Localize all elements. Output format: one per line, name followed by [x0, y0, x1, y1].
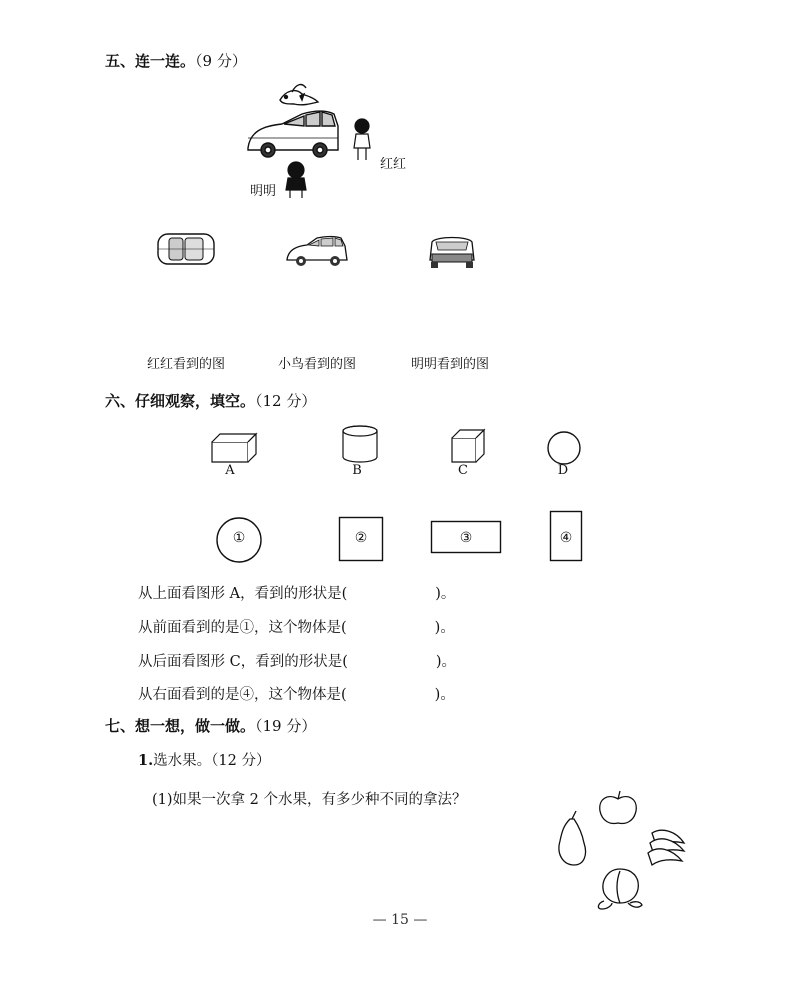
- label-view-4: ④: [559, 530, 573, 546]
- label-hong: 红红: [380, 157, 407, 172]
- peach-icon: [598, 869, 642, 909]
- car-side-figure: [248, 111, 338, 157]
- question-1-text: 从上面看图形 A，看到的形状是(: [138, 586, 348, 602]
- car-top-view: [155, 228, 217, 270]
- section-6-title: [105, 390, 316, 411]
- section-7-title: [105, 715, 316, 736]
- label-shape-b: B: [352, 463, 362, 478]
- label-view-2: ②: [354, 530, 368, 546]
- caption-ming-view: 明明看到的图: [411, 357, 490, 372]
- page-number: — 15 —: [372, 912, 428, 928]
- question-fruit-number: 1.: [138, 752, 154, 769]
- question-fruit-sub: (1)如果一次拿 2 个水果，有多少种不同的拿法？: [152, 792, 467, 808]
- section-5-title-text: 五、连一连。: [105, 52, 196, 70]
- banana-icon: [648, 830, 684, 865]
- apple-icon: [600, 791, 637, 824]
- section-6-title-text: 六、仔细观察，填空。: [105, 392, 256, 410]
- boy-figure: [286, 162, 306, 198]
- question-1-end: )。: [435, 586, 456, 602]
- question-3-text: 从后面看图形 C，看到的形状是(: [138, 654, 348, 670]
- car-front-view: [426, 232, 478, 272]
- question-4-line: [138, 683, 455, 704]
- cylinder-shape-b: [340, 424, 380, 464]
- section-7-points: （19 分）: [255, 717, 317, 735]
- question-fruit-text: 选水果。（12 分）: [153, 753, 271, 769]
- question-4-text: 从右面看到的是④，这个物体是(: [138, 687, 347, 703]
- question-fruit-title: [138, 749, 270, 770]
- sphere-shape-d: [546, 430, 582, 466]
- section-6-points: （12 分）: [255, 392, 317, 410]
- pear-icon: [559, 811, 586, 865]
- question-2-line: [138, 616, 455, 637]
- label-shape-c: C: [458, 463, 468, 478]
- car-side-view-small: [283, 232, 353, 270]
- fruits-figure: [550, 785, 690, 913]
- caption-bird-view: 小鸟看到的图: [278, 357, 357, 372]
- caption-hong-view: 红红看到的图: [147, 357, 226, 372]
- section-7-title-text: 七、想一想，做一做。: [105, 717, 256, 735]
- section-5-points: （9 分）: [195, 52, 247, 70]
- label-view-3: ③: [459, 530, 473, 546]
- question-4-end: )。: [434, 687, 455, 703]
- label-view-1: ①: [232, 530, 246, 546]
- label-shape-a: A: [225, 463, 235, 478]
- label-ming: 明明: [250, 184, 277, 199]
- label-shape-d: D: [557, 463, 569, 478]
- question-3-end: )。: [435, 654, 457, 670]
- question-2-end: )。: [434, 620, 455, 636]
- question-2-text: 从前面看到的是①，这个物体是(: [138, 620, 347, 636]
- girl-figure: [354, 119, 370, 160]
- question-3-line: [138, 650, 456, 671]
- cuboid-shape-a: [210, 432, 260, 464]
- question-1-line: [138, 582, 455, 603]
- bird-figure: [280, 85, 318, 105]
- cube-shape-c: [450, 428, 486, 464]
- section-5-title: [105, 50, 247, 71]
